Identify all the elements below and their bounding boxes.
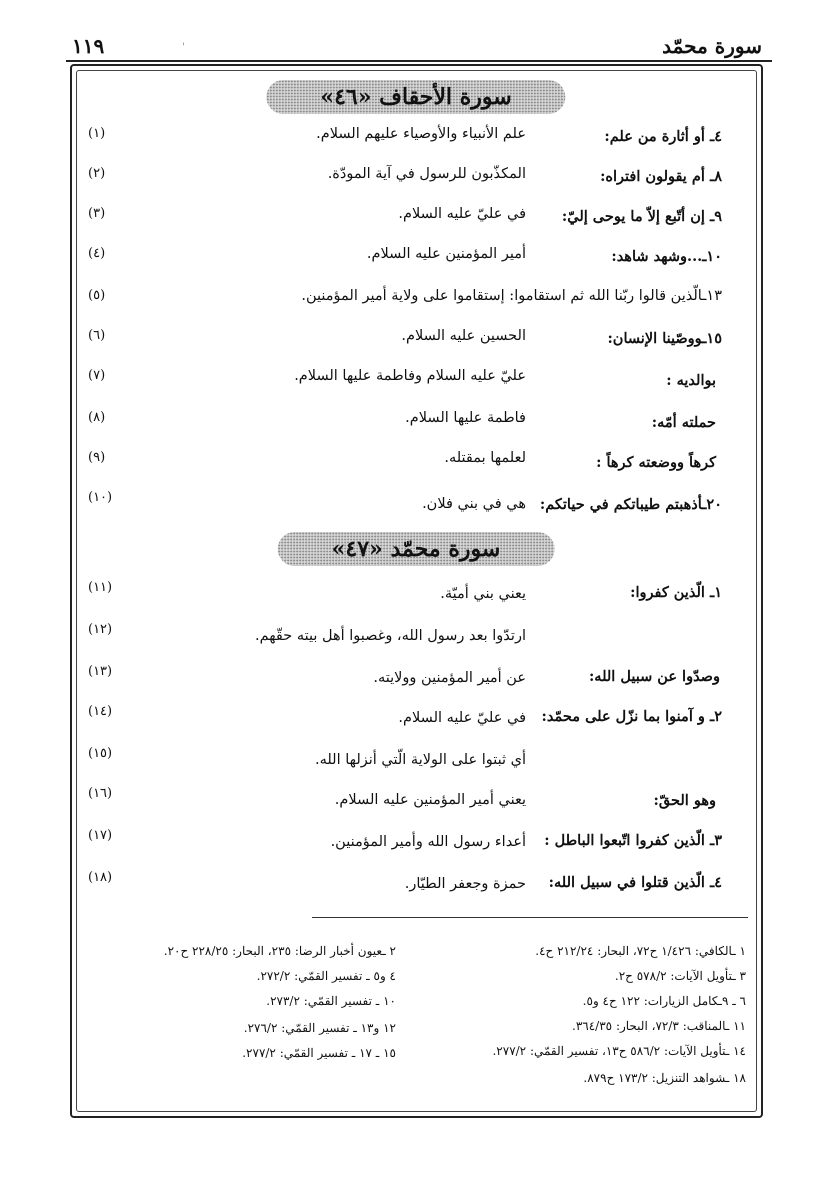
entry-gloss: لعلمها بمقتله.: [444, 450, 526, 466]
entry-number: (١٦): [88, 786, 113, 801]
entry-number: (٤): [88, 246, 106, 261]
footnote: ١٠ ـ تفسير القمّي: ٢٧٣/٢.: [266, 994, 396, 1008]
footnote: ٤ و٥ ـ تفسير القمّي: ٢٧٢/٢.: [256, 969, 396, 983]
entry-gloss: في عليّ عليه السلام.: [398, 710, 526, 726]
entry-gloss: الحسين عليه السلام.: [401, 328, 526, 344]
footnote: ٣ ـتأويل الآيات: ٥٧٨/٢ ح٢.: [614, 969, 746, 983]
entry-term: ١٥ـووصّينا الإنسان:: [607, 330, 722, 347]
entry-row: [0, 490, 832, 514]
entry-number: (٢): [88, 166, 106, 181]
entry-term: ٩ـ إن أتّبع إلاّ ما يوحى إليّ:: [561, 208, 722, 225]
entry-row: [0, 328, 832, 352]
entry-row: [0, 288, 832, 312]
entry-term: ١٠ـ...وشهد شاهد:: [611, 248, 722, 265]
footnote: ١٢ و١٣ ـ تفسير القمّي: ٢٧٦/٢.: [243, 1021, 396, 1035]
entry-row: [0, 206, 832, 230]
entry-row: [0, 246, 832, 270]
running-header: سورة محمّد: [662, 34, 762, 58]
surah-banner-ahqaf: سورة الأحقاف «٤٦»: [266, 80, 565, 114]
entry-term: وهو الحقّ:: [653, 792, 716, 809]
entry-gloss: عن أمير المؤمنين وولايته.: [373, 670, 526, 686]
print-mark: ': [182, 42, 185, 53]
entry-row: [0, 410, 832, 434]
entry-term: ٣ـ الّذين كفروا اتّبعوا الباطل :: [544, 832, 722, 849]
footnote-rule: [312, 917, 748, 918]
entry-number: (١٣): [88, 664, 113, 679]
page-number: ١١٩: [72, 34, 105, 58]
footnote: ١٨ ـشواهد التنزيل: ١٧٣/٢ ح٨٧٩.: [583, 1071, 746, 1085]
footnote: ١٥ ـ ١٧ ـ تفسير القمّي: ٢٧٧/٢.: [242, 1046, 396, 1060]
entry-gloss: أعداء رسول الله وأمير المؤمنين.: [330, 834, 526, 850]
entry-row: [0, 580, 832, 604]
footnote: ١٤ ـتأويل الآيات: ٥٨٦/٢ ح١٣، تفسير القمّي: ٢٧٧/٢.: [492, 1044, 746, 1058]
entry-gloss: أمير المؤمنين عليه السلام.: [366, 246, 526, 262]
entry-number: (١٧): [88, 828, 113, 843]
entry-row: [0, 166, 832, 190]
entry-number: (٥): [88, 288, 106, 303]
entry-number: (١٤): [88, 704, 113, 719]
entry-gloss: هي في بني فلان.: [422, 496, 526, 512]
header-rule: [66, 60, 772, 62]
entry-term: ٨ـ أم يقولون افتراه:: [600, 168, 722, 185]
entry-number: (١٢): [88, 622, 113, 637]
entry-row: [0, 664, 832, 688]
entry-full-line: أي ثبتوا على الولاية الّتي أنزلها الله.: [314, 752, 526, 768]
entry-term: حملته أمّه:: [651, 414, 716, 431]
entry-gloss: علم الأنبياء والأوصياء عليهم السلام.: [316, 126, 526, 142]
entry-term: ٤ـ أو أثارة من علم:: [604, 128, 722, 145]
entry-row: [0, 828, 832, 852]
entry-term: ٢٠ـأذهبتم طيباتكم في حياتكم:: [539, 496, 722, 513]
entry-number: (١٨): [88, 870, 113, 885]
footnote: ٦ ـ ٩ـكامل الزيارات: ١٢٢ ح٤ و٥.: [582, 994, 746, 1008]
footnote: ٢ ـعيون أخبار الرضا: ٢٣٥، البحار: ٢٢٨/٢٥ ح٢٠.: [163, 944, 396, 958]
entry-term: بوالديه :: [666, 372, 716, 389]
footnote: ١ ـالكافي: ١/٤٢٦ ح٧٢، البحار: ٢١٢/٢٤ ح٤.: [535, 944, 746, 958]
surah-banner-muhammad: سورة محمّد «٤٧»: [278, 532, 555, 566]
entry-row: [0, 450, 832, 474]
footnote: ١١ ـالمناقب: ٧٢/٣، البحار: ٣٦٤/٣٥.: [572, 1019, 746, 1033]
entry-gloss: في عليّ عليه السلام.: [398, 206, 526, 222]
entry-number: (٨): [88, 410, 106, 425]
entry-term: ٢ـ و آمنوا بما نزّل على محمّد:: [541, 708, 722, 725]
entry-number: (١): [88, 126, 106, 141]
entry-gloss: عليّ عليه السلام وفاطمة عليها السلام.: [294, 368, 526, 384]
entry-full-line: ارتدّوا بعد رسول الله، وغصبوا أهل بيته حقّهم.: [254, 628, 526, 644]
entry-row: [0, 870, 832, 894]
entry-term: وصدّوا عن سبيل الله:: [588, 668, 720, 685]
entry-row: [0, 126, 832, 150]
entry-term: ١ـ الّذين كفروا:: [630, 584, 722, 601]
entry-row: [0, 786, 832, 810]
entry-number: (٦): [88, 328, 106, 343]
entry-row: [0, 368, 832, 392]
entry-gloss: المكذّبون للرسول في آية المودّة.: [327, 166, 526, 182]
entry-number: (٧): [88, 368, 106, 383]
entry-term: كرهاً ووضعته كرهاً :: [596, 454, 716, 471]
entry-number: (٩): [88, 450, 106, 465]
entry-row: [0, 746, 832, 770]
entry-full-line: ١٣ـالّذين قالوا ربّنا الله ثم استقاموا: إستقاموا على ولاية أمير المؤمنين.: [301, 288, 722, 304]
entry-number: (١١): [88, 580, 113, 595]
entry-gloss: يعني أمير المؤمنين عليه السلام.: [334, 792, 526, 808]
entry-number: (٣): [88, 206, 106, 221]
entry-row: [0, 622, 832, 646]
entry-term: ٤ـ الّذين قتلوا في سبيل الله:: [548, 874, 722, 891]
entry-number: (١٠): [88, 490, 113, 505]
entry-gloss: يعني بني أميّة.: [440, 586, 526, 602]
entry-number: (١٥): [88, 746, 113, 761]
entry-gloss: فاطمة عليها السلام.: [405, 410, 526, 426]
entry-gloss: حمزة وجعفر الطيّار.: [404, 876, 526, 892]
entry-row: [0, 704, 832, 728]
